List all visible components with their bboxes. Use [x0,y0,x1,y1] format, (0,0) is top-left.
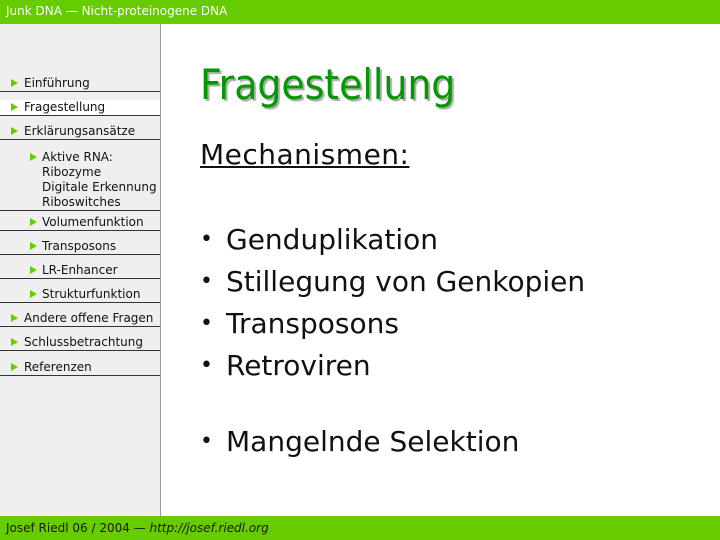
sidebar-item-transposons[interactable] [0,239,160,255]
bullet-item [200,219,585,261]
bullet-text: Mangelnde Selektion [226,425,520,458]
bullet-item [200,421,519,463]
presentation-title: Junk DNA — Nicht-proteinogene DNA [6,4,228,18]
sidebar-item-label: Fragestellung [24,100,106,114]
sidebar-item-einfuehrung[interactable] [0,76,160,92]
slide-content [162,24,720,516]
sidebar-item-label: Strukturfunktion [42,287,141,301]
triangle-bullet-icon [11,363,18,371]
triangle-bullet-icon [30,218,37,226]
triangle-bullet-icon [11,79,18,87]
footer-bar [0,516,720,540]
triangle-bullet-icon [11,314,18,322]
section-heading: Mechanismen: [200,138,410,171]
sidebar-nav [0,24,161,516]
triangle-bullet-icon [11,103,18,111]
sidebar-item-strukturfunktion[interactable] [0,287,160,303]
sidebar-item-label: Einführung [24,76,90,90]
sidebar-item-label: Transposons [42,239,117,253]
sidebar-item-label: LR-Enhancer [42,263,118,277]
triangle-bullet-icon [11,338,18,346]
bullet-text: Transposons [226,307,399,340]
bullet-text: Stillegung von Genkopien [226,265,586,298]
bullet-text: Retroviren [226,349,371,382]
sidebar-item-andere-offene-fragen[interactable] [0,311,160,327]
bullet-list-secondary [200,421,519,463]
footer-link[interactable]: http://josef.riedl.org [149,521,269,535]
bullet-item [200,261,585,303]
sidebar-item-label: Erklärungsansätze [24,124,136,138]
triangle-bullet-icon [30,153,37,161]
sidebar-item-fragestellung[interactable] [0,100,160,116]
bullet-text: Genduplikation [226,223,439,256]
bullet-dot-icon: • [200,269,213,294]
triangle-bullet-icon [30,290,37,298]
bullet-item [200,303,585,345]
bullet-item [200,345,585,387]
bullet-dot-icon: • [200,311,213,336]
sidebar-item-label: Andere offene Fragen [24,311,154,325]
sidebar-item-label: Aktive RNA: Ribozyme Digitale Erkennung Riboswitches [42,150,157,209]
sidebar-item-erklaerungsansaetze[interactable] [0,124,160,140]
bullet-dot-icon: • [200,429,213,454]
triangle-bullet-icon [11,127,18,135]
bullet-dot-icon: • [200,227,213,252]
sidebar-item-label: Schlussbetrachtung [24,335,143,349]
footer-text [6,521,269,535]
sidebar-item-volumenfunktion[interactable] [0,215,160,231]
triangle-bullet-icon [30,266,37,274]
sidebar-item-label: Referenzen [24,360,92,374]
sidebar-item-lr-enhancer[interactable] [0,263,160,279]
bullet-dot-icon: • [200,353,213,378]
footer-author: Josef Riedl 06 / 2004 — [6,521,146,535]
slide-title: Fragestellung [200,60,456,109]
sidebar-item-aktive-rna[interactable] [0,150,160,211]
bullet-list [200,219,585,387]
sidebar-item-referenzen[interactable] [0,360,160,376]
sidebar-item-schlussbetrachtung[interactable] [0,335,160,351]
sidebar-item-label: Volumenfunktion [42,215,144,229]
header-bar [0,0,720,24]
triangle-bullet-icon [30,242,37,250]
